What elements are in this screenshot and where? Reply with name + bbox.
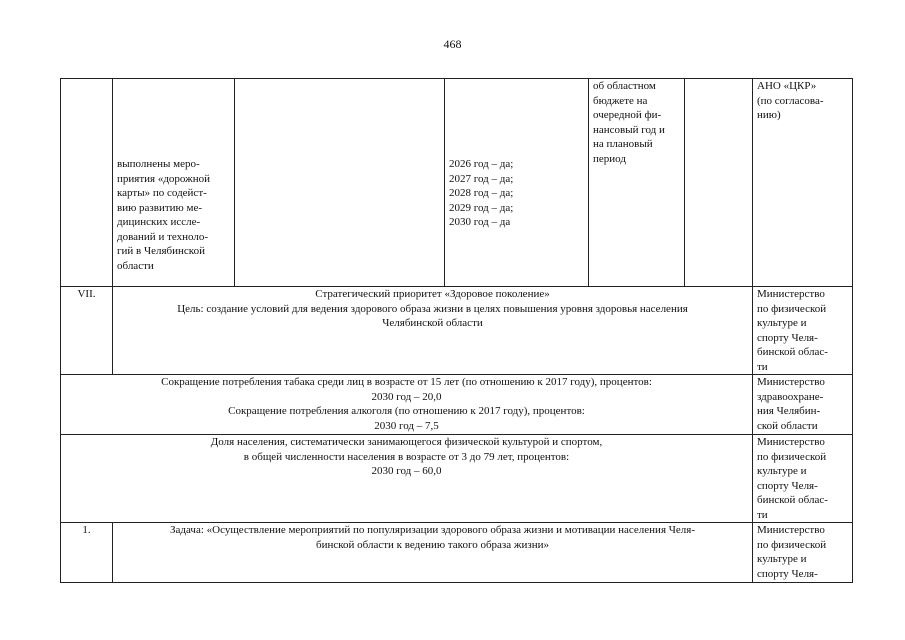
responsible-line: бинской облас- [757,494,828,506]
program-table [60,78,853,583]
budget-line: нансовый год и [593,123,665,136]
responsible-cell [753,435,853,523]
responsible-line: ти [757,508,768,521]
targets-row [61,435,853,523]
responsible-cell [753,523,853,583]
section-title: Стратегический приоритет «Здоровое поколение» [315,288,550,300]
responsible-line: спорту Челя- [757,479,818,492]
targets-cell [61,435,753,523]
target-line: Сокращение потребления табака среди лиц в возрасте от 15 лет (по отношению к 2017 году), процентов: [161,376,652,388]
target-value: 2030 год – 20,0 [371,390,442,403]
responsible-cell [753,287,853,375]
indicator-line: выполнены меро- [117,158,200,170]
section-row [61,287,853,375]
indicator-line: приятия «дорожной [117,172,211,185]
target-line: Сокращение потребления алкоголя (по отношению к 2017 году), процентов: [228,405,585,417]
cell-empty [235,79,445,287]
continuation-row [61,79,853,287]
year-line: 2026 год – да; [449,158,514,170]
section-heading-cell [113,287,753,375]
budget-line: об областном [593,80,656,92]
task-text-line: Задача: «Осуществление мероприятий по популяризации здорового образа жизни и мотивации населения Челя- [170,524,695,536]
responsible-line: культуре и [757,465,807,477]
indicator-cell [113,79,235,287]
responsible-line: Министерство [757,436,825,448]
responsible-line: Министерство [757,524,825,536]
section-goal-line: Цель: создание условий для ведения здорового образа жизни в целях повышения уровня здоровья населения [177,302,688,315]
indicator-line: вию развитию ме- [117,201,203,214]
responsible-cell [753,375,853,435]
responsible-line: нию) [757,109,781,121]
page-number: 468 [443,37,462,51]
task-text-line: бинской области к ведению такого образа жизни» [315,538,550,551]
section-number: VII. [61,287,113,375]
task-row [61,523,853,583]
responsible-line: по физической [757,302,827,315]
year-line: 2030 год – да [449,216,511,228]
budget-cell [589,79,685,287]
responsible-line: ской области [757,419,818,432]
responsible-line: по физической [757,538,827,551]
responsible-line: по физической [757,450,827,463]
indicator-line: карты» по содейст- [117,187,207,199]
target-line: в общей численности населения в возрасте от 3 до 79 лет, процентов: [243,450,570,463]
responsible-line: АНО «ЦКР» [757,80,817,92]
section-goal-line: Челябинской области [382,317,483,329]
targets-cell [61,375,753,435]
responsible-line: (по согласова- [757,94,824,107]
target-value: 2030 год – 7,5 [374,419,439,432]
responsible-line: культуре и [757,317,807,329]
responsible-line: спорту Челя- [757,567,818,580]
indicator-line: гий в Челябинской [117,245,205,257]
indicator-line: области [117,259,154,272]
targets-row [61,375,853,435]
responsible-line: ти [757,360,768,373]
responsible-line: ния Челябин- [757,405,821,417]
responsible-line: здравоохране- [757,390,824,403]
budget-line: бюджете на [593,94,648,107]
budget-line: на плановый [593,138,653,150]
year-line: 2027 год – да; [449,172,514,185]
indicator-line: дицинских иссле- [117,216,201,228]
responsible-line: Министерство [757,376,825,388]
cell-empty [685,79,753,287]
target-line: Доля населения, систематически занимающегося физической культурой и спортом, [210,436,603,448]
responsible-line: культуре и [757,553,807,565]
cell-number-empty [61,79,113,287]
responsible-line: Министерство [757,288,825,300]
years-cell [445,79,589,287]
budget-line: очередной фи- [593,109,662,121]
budget-line: период [593,152,626,165]
task-cell [113,523,753,583]
responsible-cell [753,79,853,287]
year-line: 2029 год – да; [449,201,514,214]
target-value: 2030 год – 60,0 [371,465,442,477]
year-line: 2028 год – да; [449,187,514,199]
responsible-line: спорту Челя- [757,331,818,344]
responsible-line: бинской облас- [757,346,828,358]
indicator-line: дований и техноло- [117,230,209,243]
task-number: 1. [61,523,113,583]
